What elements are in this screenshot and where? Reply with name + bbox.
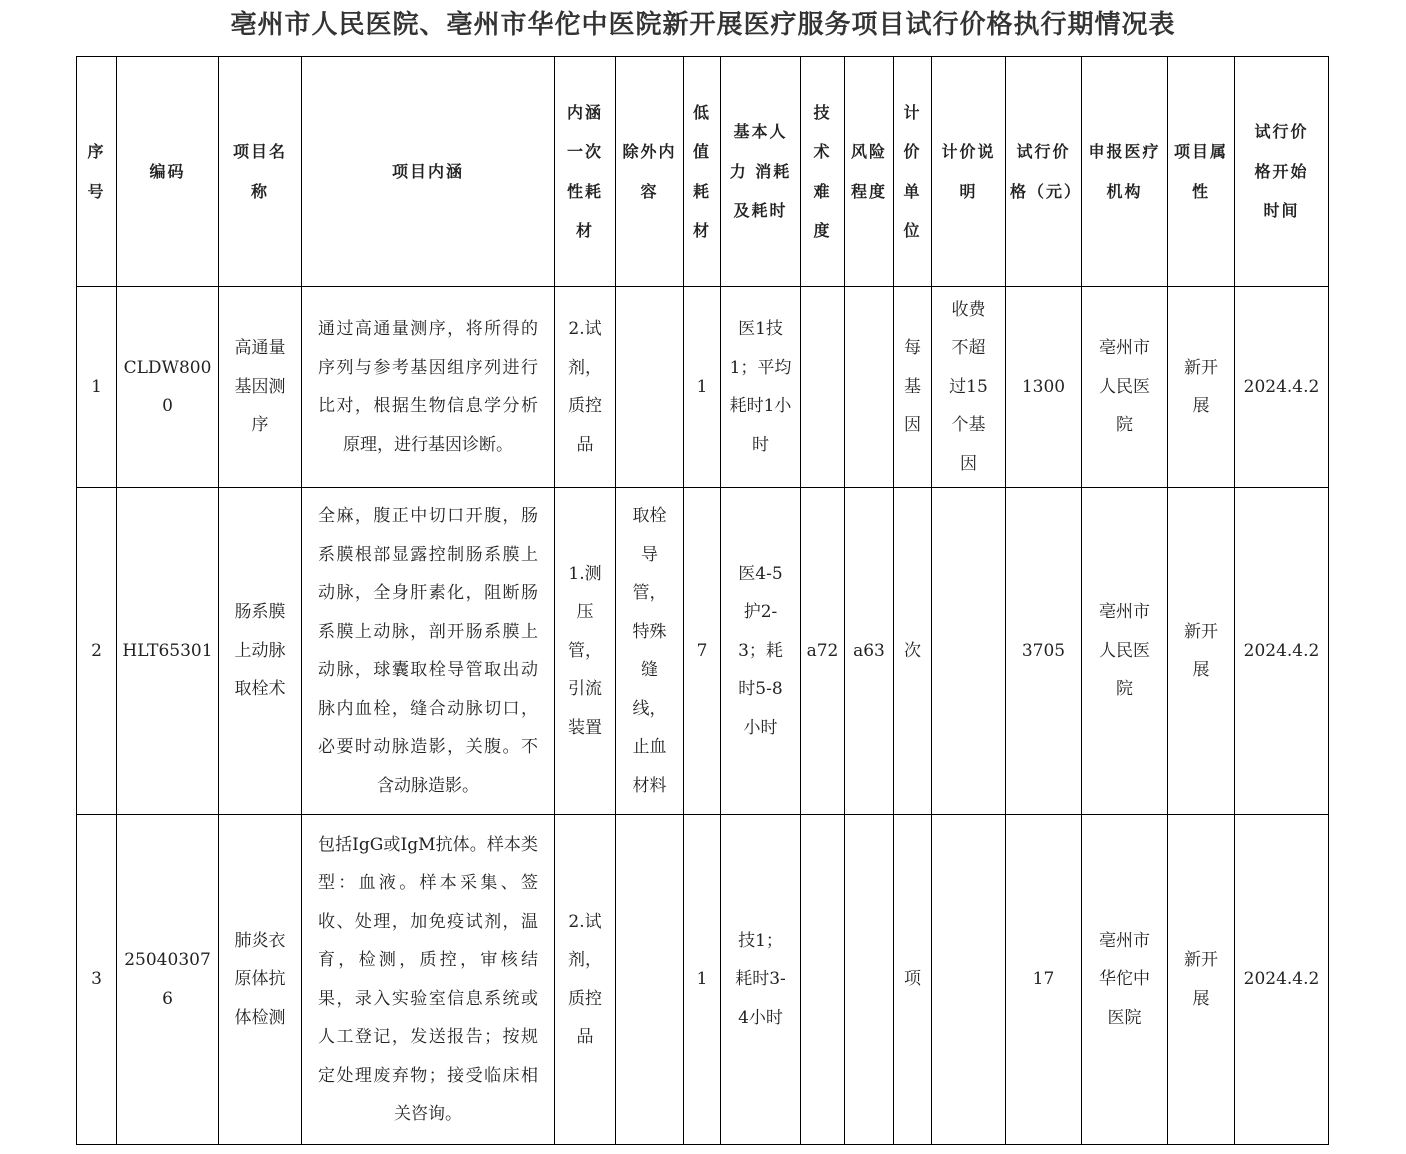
cell-labor: 医1技1；平均耗时1小时 [721, 287, 801, 488]
cell-note: 收费不超过15个基因 [932, 287, 1006, 488]
cell-content: 通过高通量测序，将所得的序列与参考基因组序列进行比对，根据生物信息学分析原理，进行基因诊断。 [302, 287, 555, 488]
cell-content: 包括IgG或IgM抗体。样本类型：血液。样本采集、签收、处理，加免疫试剂，温育，检测，质控，审核结果，录入实验室信息系统或人工登记，发送报告；按规定处理废弃物；接受临床相关咨询。 [302, 815, 555, 1145]
cell-start: 2024.4.2 [1235, 488, 1329, 815]
cell-lowvalue: 7 [684, 488, 721, 815]
header-row [77, 57, 1329, 287]
cell-included: 2.试剂，质控品 [555, 815, 616, 1145]
header-difficulty: 技术难度 [801, 57, 845, 287]
document-title: 亳州市人民医院、亳州市华佗中医院新开展医疗服务项目试行价格执行期情况表 [230, 10, 1176, 40]
cell-start: 2024.4.2 [1235, 815, 1329, 1145]
cell-difficulty: a72 [801, 488, 845, 815]
table-row [77, 815, 1329, 1145]
cell-seq: 2 [77, 488, 117, 815]
cell-difficulty [801, 287, 845, 488]
cell-labor: 医4-5护2-3；耗时5-8小时 [721, 488, 801, 815]
cell-price: 1300 [1006, 287, 1082, 488]
pricing-table [76, 56, 1329, 1145]
cell-attr: 新开展 [1168, 488, 1235, 815]
cell-name: 肺炎衣原体抗体检测 [219, 815, 302, 1145]
cell-note [932, 488, 1006, 815]
table-row [77, 287, 1329, 488]
header-labor: 基本人力 消耗及耗时 [721, 57, 801, 287]
header-seq: 序号 [77, 57, 117, 287]
cell-risk [845, 287, 894, 488]
cell-content: 全麻，腹正中切口开腹，肠系膜根部显露控制肠系膜上动脉，全身肝素化，阻断肠系膜上动脉，剖开肠系膜上动脉，球囊取栓导管取出动脉内血栓，缝合动脉切口，必要时动脉造影，关腹。不含动脉造影。 [302, 488, 555, 815]
cell-attr: 新开展 [1168, 287, 1235, 488]
header-note: 计价说明 [932, 57, 1006, 287]
cell-excluded [616, 287, 684, 488]
header-attr: 项目属性 [1168, 57, 1235, 287]
cell-unit: 项 [894, 815, 932, 1145]
header-excluded: 除外内容 [616, 57, 684, 287]
cell-price: 17 [1006, 815, 1082, 1145]
cell-lowvalue: 1 [684, 287, 721, 488]
cell-excluded [616, 815, 684, 1145]
cell-excluded: 取栓导管，特殊缝线，止血材料 [616, 488, 684, 815]
header-included: 内涵一次性耗材 [555, 57, 616, 287]
header-org: 申报医疗机构 [1082, 57, 1168, 287]
cell-lowvalue: 1 [684, 815, 721, 1145]
table-row [77, 488, 1329, 815]
header-name: 项目名称 [219, 57, 302, 287]
cell-org: 亳州市人民医院 [1082, 488, 1168, 815]
cell-start: 2024.4.2 [1235, 287, 1329, 488]
cell-name: 高通量基因测序 [219, 287, 302, 488]
cell-difficulty [801, 815, 845, 1145]
header-price: 试行价格（元） [1006, 57, 1082, 287]
cell-risk: a63 [845, 488, 894, 815]
cell-org: 亳州市华佗中医院 [1082, 815, 1168, 1145]
cell-seq: 1 [77, 287, 117, 488]
cell-risk [845, 815, 894, 1145]
cell-unit: 每基因 [894, 287, 932, 488]
header-risk: 风险程度 [845, 57, 894, 287]
cell-seq: 3 [77, 815, 117, 1145]
header-content: 项目内涵 [302, 57, 555, 287]
cell-code: CLDW8000 [117, 287, 219, 488]
cell-org: 亳州市人民医院 [1082, 287, 1168, 488]
header-start: 试行价格开始时间 [1235, 57, 1329, 287]
cell-included: 1.测压管，引流装置 [555, 488, 616, 815]
cell-attr: 新开展 [1168, 815, 1235, 1145]
cell-labor: 技1；耗时3-4小时 [721, 815, 801, 1145]
cell-included: 2.试剂，质控品 [555, 287, 616, 488]
cell-name: 肠系膜上动脉取栓术 [219, 488, 302, 815]
header-unit: 计价单位 [894, 57, 932, 287]
cell-code: 250403076 [117, 815, 219, 1145]
cell-note [932, 815, 1006, 1145]
header-lowvalue: 低值耗材 [684, 57, 721, 287]
cell-unit: 次 [894, 488, 932, 815]
cell-price: 3705 [1006, 488, 1082, 815]
cell-code: HLT65301 [117, 488, 219, 815]
header-code: 编码 [117, 57, 219, 287]
